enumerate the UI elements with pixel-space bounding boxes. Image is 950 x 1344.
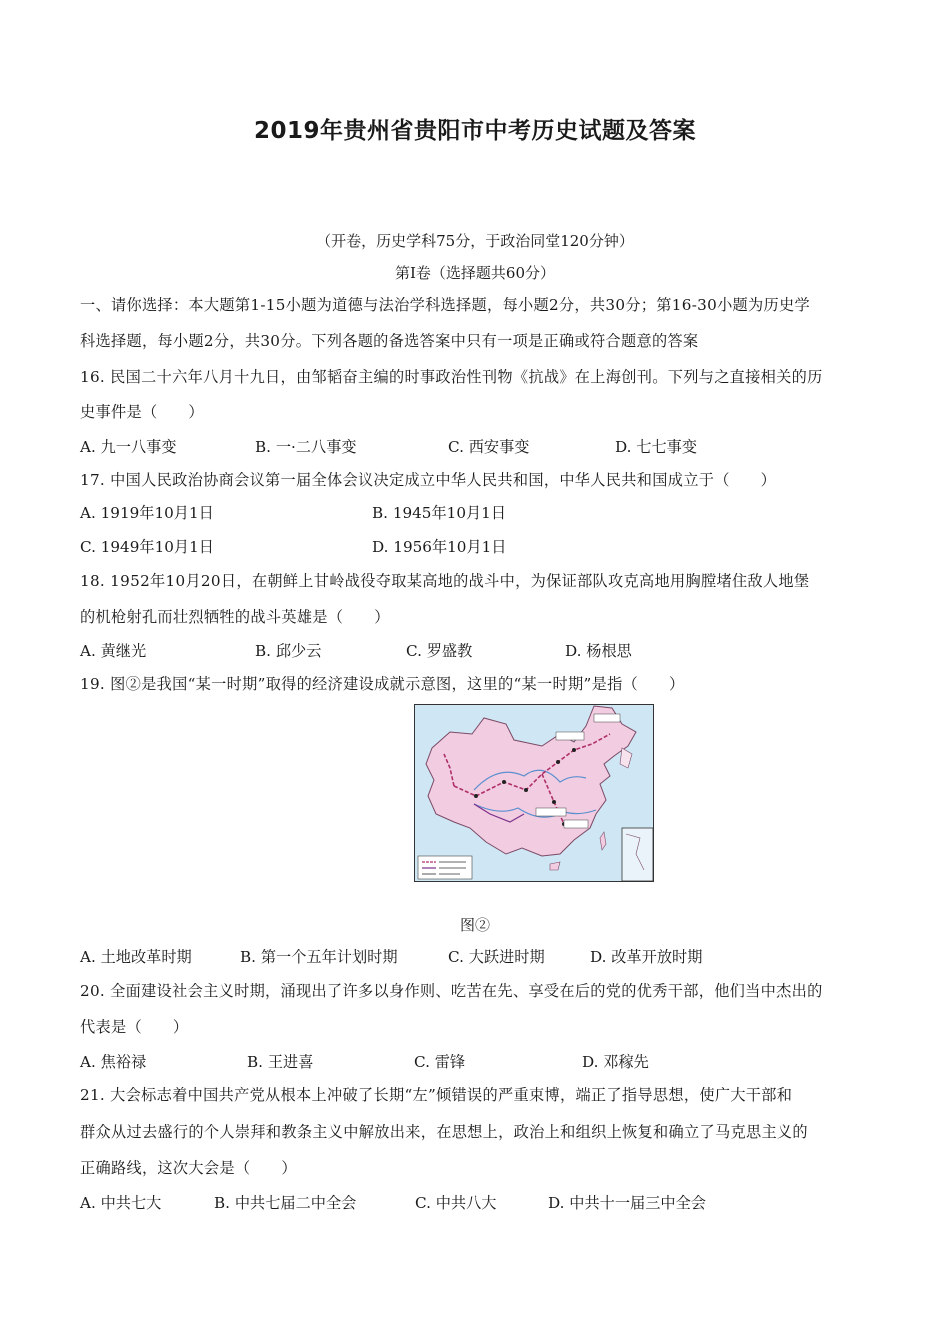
question-18-stem: 的机枪射孔而壮烈牺牲的战斗英雄是（ ） [80, 608, 390, 626]
q19-option-c: C. 大跃进时期 [448, 948, 545, 966]
map-label-box [594, 714, 620, 722]
q16-option-d: D. 七七事变 [615, 438, 698, 456]
exam-info: （开卷，历史学科75分，于政治同堂120分钟） [316, 232, 634, 250]
q16-option-a: A. 九一八事变 [80, 438, 177, 456]
q16-option-b: B. 一·二八事变 [255, 438, 357, 456]
question-16-stem: 史事件是（ ） [80, 403, 204, 421]
page-title: 2019年贵州省贵阳市中考历史试题及答案 [253, 118, 696, 144]
question-21-stem: 正确路线，这次大会是（ ） [80, 1159, 297, 1177]
question-16-stem: 16. 民国二十六年八月十九日，由邹韬奋主编的时事政治性刊物《抗战》在上海创刊。下列与之直接相关的历 [80, 368, 823, 386]
site-marker [474, 794, 478, 798]
site-marker [524, 788, 528, 792]
q18-option-c: C. 罗盛教 [406, 642, 473, 660]
q21-option-b: B. 中共七届二中全会 [214, 1194, 357, 1212]
map-label-box [556, 732, 584, 740]
economic-construction-map [414, 704, 654, 882]
question-20-stem: 20. 全面建设社会主义时期，涌现出了许多以身作则、吃苦在先、享受在后的党的优秀干部，他们当中杰出的 [80, 982, 823, 1000]
q17-option-c: C. 1949年10月1日 [80, 538, 214, 556]
south-china-sea-inset [622, 828, 653, 881]
q17-option-d: D. 1956年10月1日 [372, 538, 507, 556]
instructions-line: 科选择题，每小题2分，共30分。下列各题的备选答案中只有一项是正确或符合题意的答案 [80, 332, 699, 350]
q17-option-b: B. 1945年10月1日 [372, 504, 507, 522]
q20-option-c: C. 雷锋 [414, 1053, 466, 1071]
site-marker [572, 748, 576, 752]
question-19-stem: 19. 图②是我国“某一时期”取得的经济建设成就示意图，这里的“某一时期”是指（ ） [80, 675, 685, 693]
q19-option-a: A. 土地改革时期 [80, 948, 192, 966]
question-18-stem: 18. 1952年10月20日，在朝鲜上甘岭战役夺取某高地的战斗中，为保证部队攻克高地用胸膛堵住敌人地堡 [80, 572, 810, 590]
site-marker [556, 760, 560, 764]
site-marker [502, 780, 506, 784]
map-label-box [536, 808, 566, 816]
q18-option-d: D. 杨根思 [565, 642, 632, 660]
q19-option-d: D. 改革开放时期 [590, 948, 703, 966]
q16-option-c: C. 西安事变 [448, 438, 530, 456]
site-marker [552, 800, 556, 804]
q21-option-c: C. 中共八大 [415, 1194, 497, 1212]
q18-option-a: A. 黄继光 [80, 642, 147, 660]
q18-option-b: B. 邱少云 [255, 642, 322, 660]
map-label-box [564, 820, 588, 828]
q21-option-d: D. 中共十一届三中全会 [548, 1194, 706, 1212]
q17-option-a: A. 1919年10月1日 [80, 504, 214, 522]
q20-option-d: D. 邓稼先 [582, 1053, 649, 1071]
question-21-stem: 群众从过去盛行的个人崇拜和教条主义中解放出来，在思想上，政治上和组织上恢复和确立了马克思主义的 [80, 1123, 808, 1141]
q19-option-b: B. 第一个五年计划时期 [240, 948, 398, 966]
question-20-stem: 代表是（ ） [80, 1018, 189, 1036]
figure-caption: 图② [459, 916, 490, 934]
q20-option-b: B. 王进喜 [247, 1053, 314, 1071]
instructions-line: 一、请你选择：本大题第1-15小题为道德与法治学科选择题，每小题2分，共30分；第16-30小题为历史学 [80, 296, 810, 314]
volume-title: 第Ⅰ卷（选择题共60分） [394, 264, 555, 282]
q21-option-a: A. 中共七大 [80, 1194, 162, 1212]
q20-option-a: A. 焦裕禄 [80, 1053, 147, 1071]
question-21-stem: 21. 大会标志着中国共产党从根本上冲破了长期“左”倾错误的严重束博，端正了指导思想，使广大干部和 [80, 1086, 793, 1104]
question-17-stem: 17. 中国人民政治协商会议第一届全体会议决定成立中华人民共和国，中华人民共和国成立于（ ） [80, 471, 777, 489]
